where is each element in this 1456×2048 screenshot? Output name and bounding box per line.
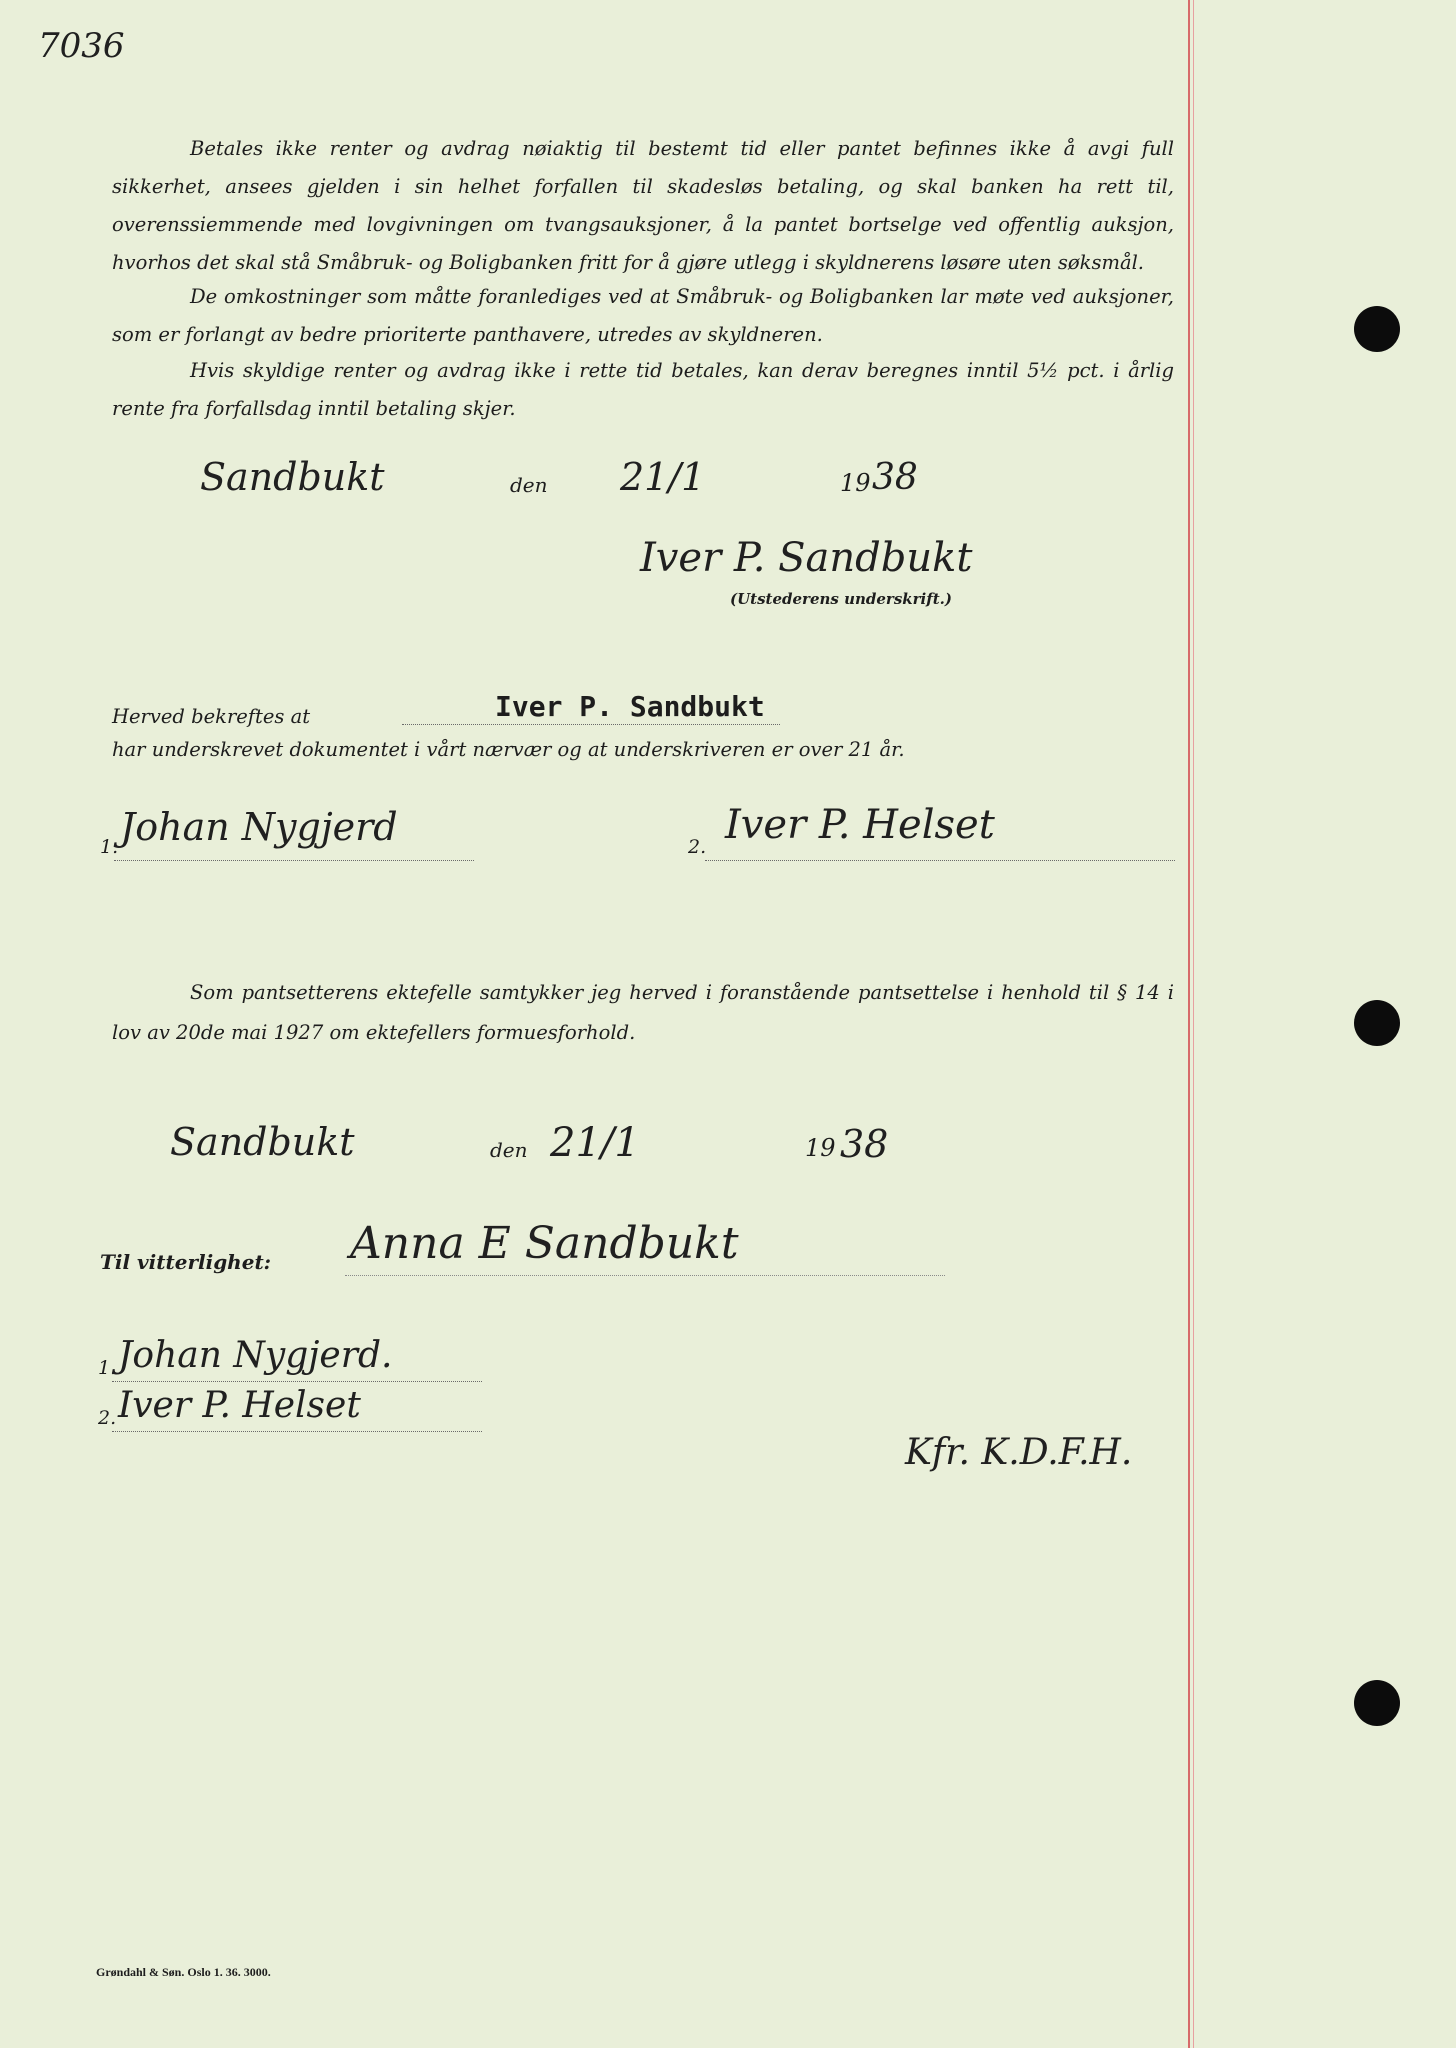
issuer-signature: Iver P. Sandbukt bbox=[640, 535, 973, 581]
first-signing-line bbox=[200, 455, 1100, 515]
witness-number: 2. bbox=[98, 1407, 117, 1429]
den-label: den bbox=[510, 473, 548, 497]
witness-1-number: 1. bbox=[100, 836, 119, 858]
paragraph-text: De omkostninger som måtte foranlediges ved at Småbruk- og Boligbanken lar møte ved auksjoner, som er forlangt av bedre prioriterte panthavere, utredes av skyldneren. bbox=[112, 285, 1174, 346]
witness-2-number: 2. bbox=[688, 836, 707, 858]
punch-hole-top bbox=[1354, 306, 1400, 352]
witness-number: 1. bbox=[98, 1357, 117, 1379]
typed-signer-name: Iver P. Sandbukt bbox=[495, 690, 765, 723]
paragraph-interest bbox=[112, 352, 1174, 428]
vitterlighet-label: Til vitterlighet: bbox=[100, 1250, 272, 1274]
signing-date: 21/1 bbox=[620, 455, 706, 499]
signing-date: 21/1 bbox=[550, 1120, 640, 1166]
spouse-consent-paragraph bbox=[112, 973, 1174, 1053]
paragraph-costs bbox=[112, 278, 1174, 354]
issuer-signature-label: (Utstederens underskrift.) bbox=[730, 590, 952, 608]
year-suffix: 38 bbox=[872, 457, 918, 498]
witness-row bbox=[100, 800, 1100, 860]
year-prefix: 19 bbox=[805, 1134, 836, 1162]
signing-place: Sandbukt bbox=[200, 455, 385, 499]
signing-place: Sandbukt bbox=[170, 1120, 355, 1164]
confirmation-suffix: har underskrevet dokumentet i vårt nærvær og at underskriveren er over 21 år. bbox=[112, 738, 905, 761]
spouse-signature: Anna E Sandbukt bbox=[350, 1218, 739, 1269]
printer-imprint: Grøndahl & Søn. Oslo 1. 36. 3000. bbox=[96, 1965, 271, 1979]
name-fill-line bbox=[402, 724, 780, 725]
witness-1-line bbox=[114, 860, 474, 861]
witness-line bbox=[112, 1381, 482, 1382]
witness-signature: Johan Nygjerd. bbox=[118, 1335, 393, 1376]
spouse-signature-line bbox=[345, 1275, 945, 1276]
den-label: den bbox=[490, 1138, 528, 1162]
witness-2-signature: Iver P. Helset bbox=[725, 802, 995, 848]
margin-rule-secondary bbox=[1193, 0, 1194, 2048]
page-number: 7036 bbox=[38, 26, 125, 66]
paragraph-text: Betales ikke renter og avdrag nøiaktig til bestemt tid eller pantet befinnes ikke å avgi full sikkerhet, ansees gjelden i sin helhet forfallen til skadesløs betaling, og skal banken ha rett til, overenssiemmende med lovgivningen om tvangsauksjoner, å la pantet bortselge ved offentlig auksjon, hvorhos det skal stå Småbruk- og Boligbanken fritt for å gjøre utlegg i skyldnerens løsøre uten søksmål. bbox=[112, 137, 1174, 274]
paragraph-text: Hvis skyldige renter og avdrag ikke i rette tid betales, kan derav beregnes inntil 5½ pct. i årlig rente fra forfallsdag inntil betaling skjer. bbox=[112, 359, 1174, 420]
witness-line bbox=[112, 1431, 482, 1432]
paragraph-default-terms bbox=[112, 130, 1174, 282]
margin-rule bbox=[1188, 0, 1190, 2048]
witness-1-signature: Johan Nygjerd bbox=[120, 805, 398, 849]
second-signing-line bbox=[170, 1120, 1070, 1180]
confirmation-prefix: Herved bekreftes at bbox=[112, 705, 311, 728]
punch-hole-bottom bbox=[1354, 1680, 1400, 1726]
punch-hole-middle bbox=[1354, 1000, 1400, 1046]
paragraph-text: Som pantsetterens ektefelle samtykker jeg herved i foranstående pantsettelse i henhold til § 14 i lov av 20de mai 1927 om ektefellers formuesforhold. bbox=[112, 981, 1174, 1044]
attesting-witness-2 bbox=[98, 1385, 498, 1435]
attesting-witness-1 bbox=[98, 1335, 498, 1385]
witness-2-line bbox=[705, 860, 1175, 861]
witness-signature: Iver P. Helset bbox=[118, 1385, 361, 1426]
clerk-annotation: Kfr. K.D.F.H. bbox=[905, 1432, 1133, 1473]
year-prefix: 19 bbox=[840, 469, 871, 497]
year-suffix: 38 bbox=[840, 1122, 889, 1166]
